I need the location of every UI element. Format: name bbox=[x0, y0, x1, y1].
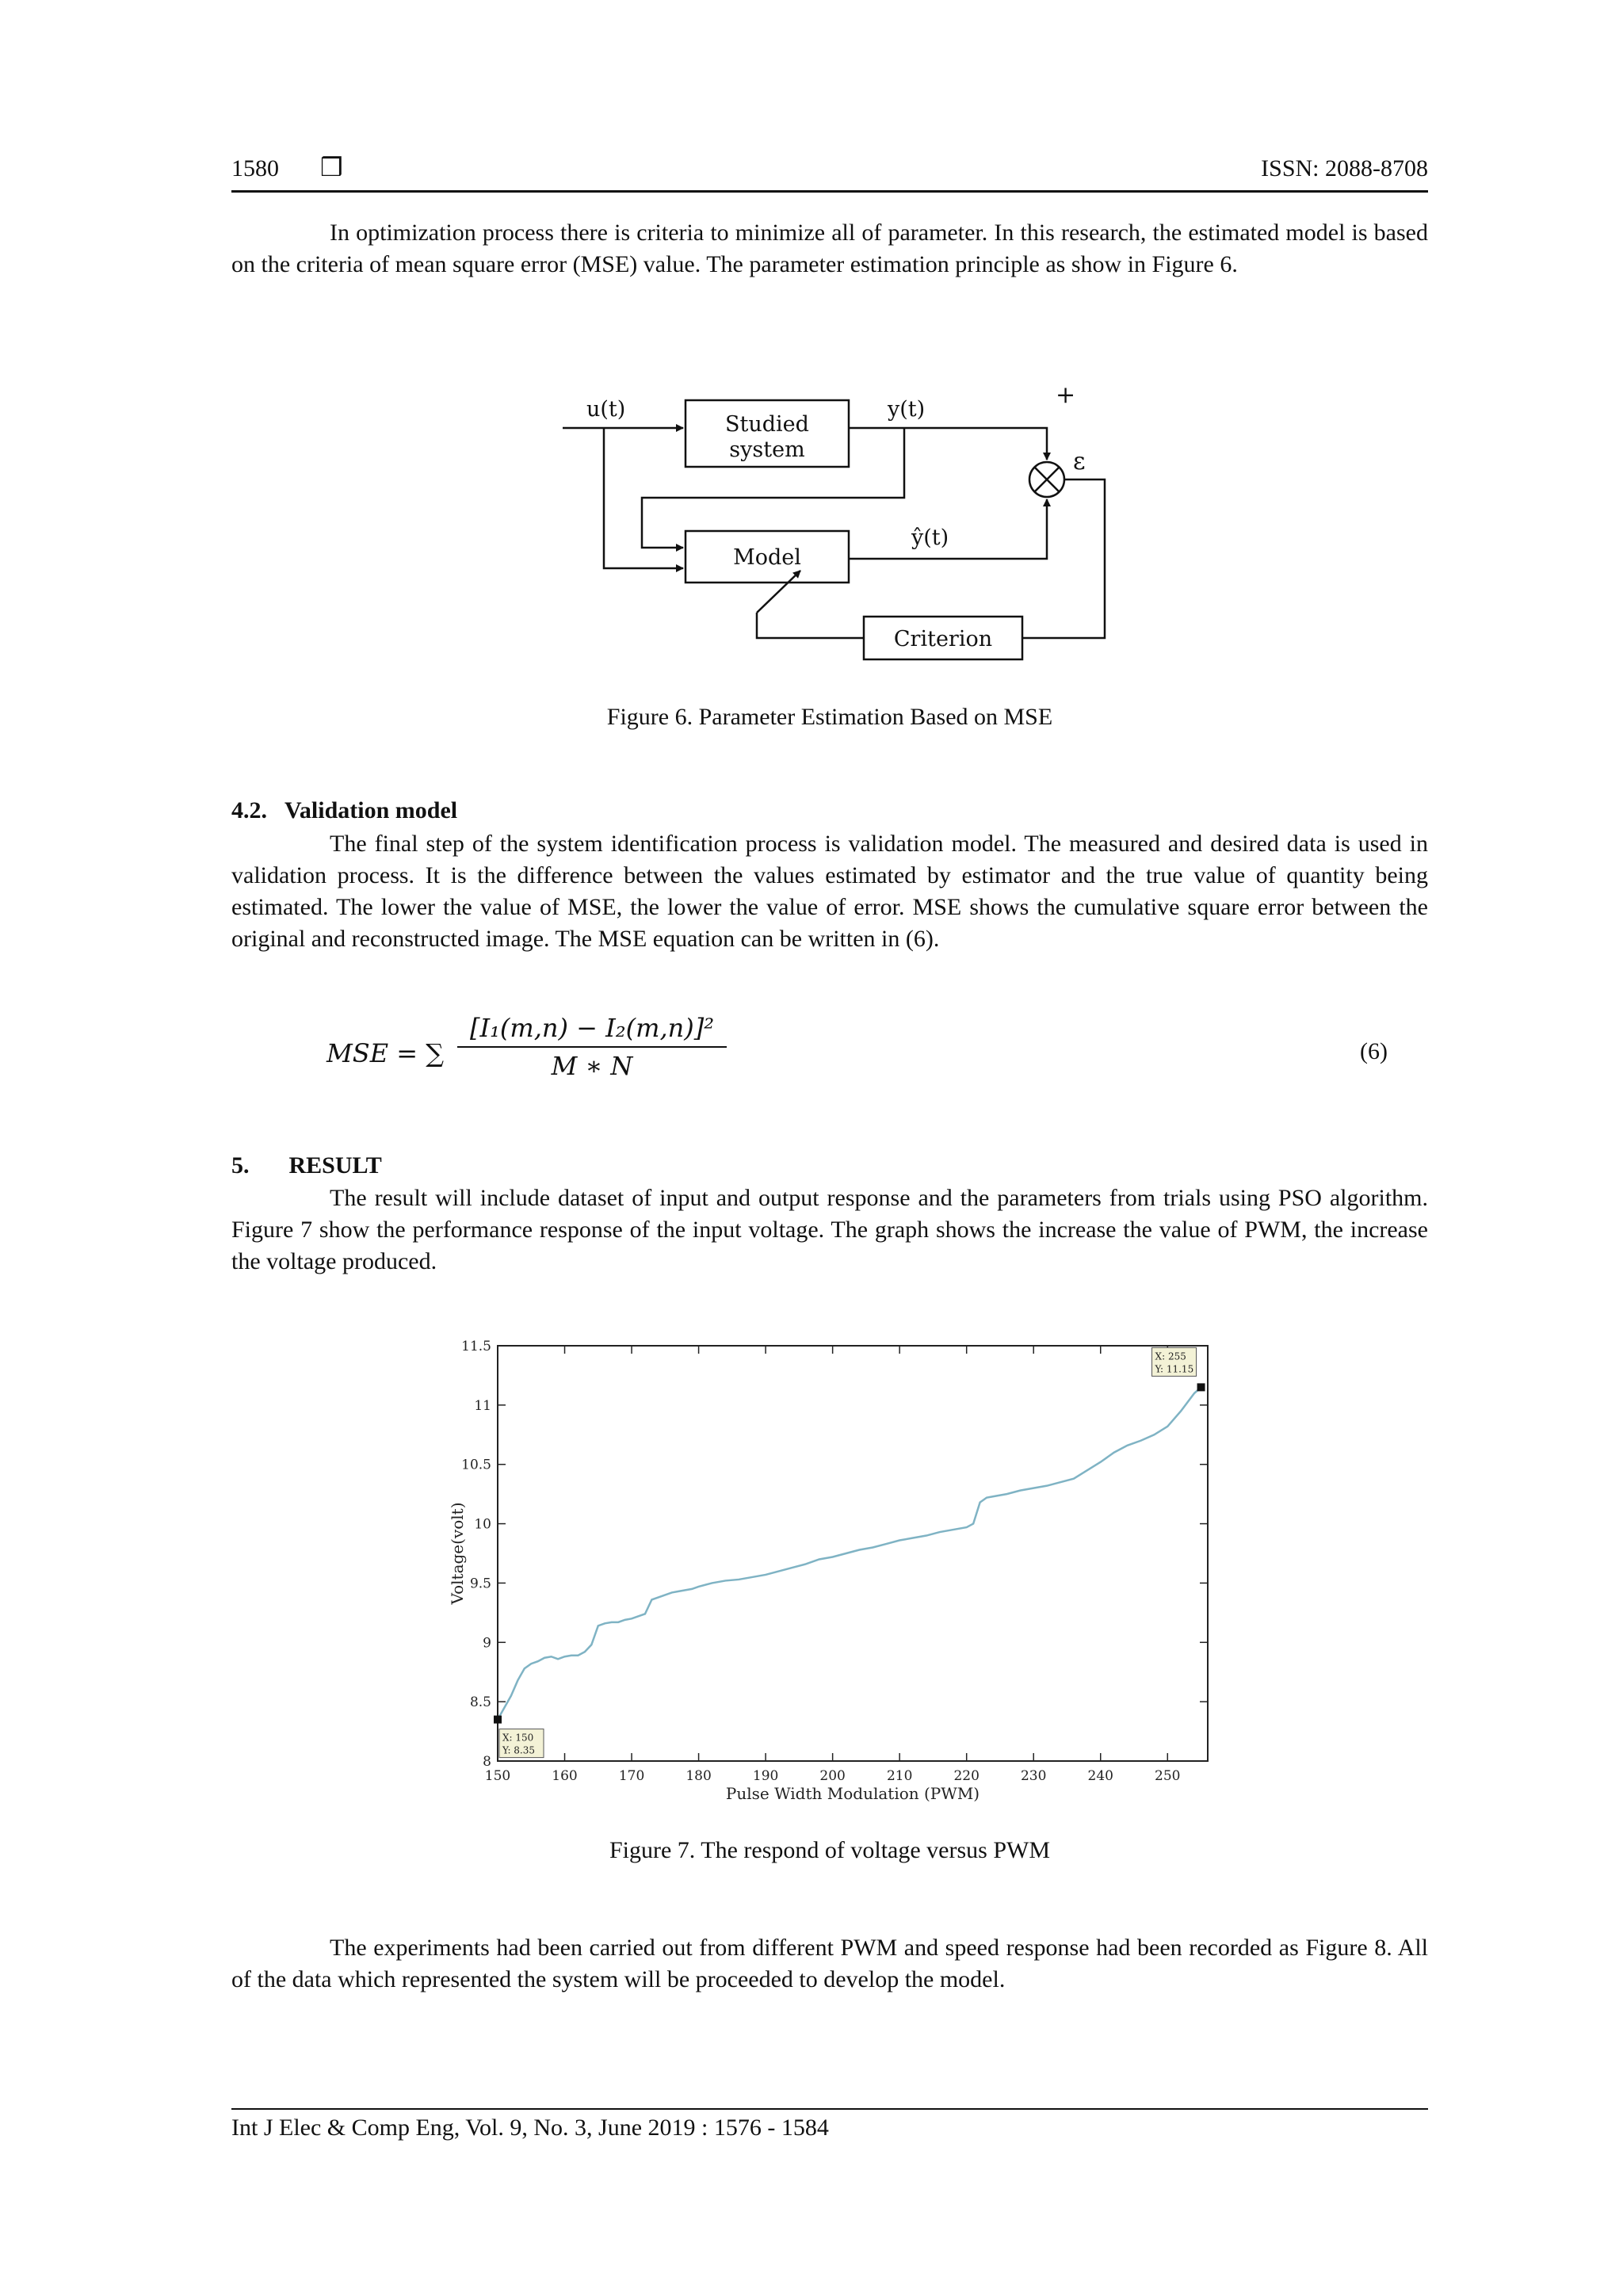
final-paragraph: The experiments had been carried out from different PWM and speed response had been recorded as Figure 8. All of the data which represented the system will be proceeded to develop the model. bbox=[231, 1935, 1428, 1992]
box-icon: ❒ bbox=[320, 153, 343, 181]
datatip-marker bbox=[494, 1716, 502, 1724]
figure7-caption: Figure 7. The respond of voltage versus PWM bbox=[609, 1837, 1051, 1863]
x-tick-label: 250 bbox=[1155, 1768, 1181, 1784]
datatip-marker bbox=[1197, 1383, 1205, 1391]
x-tick-label: 230 bbox=[1020, 1768, 1047, 1784]
label-epsilon: ε bbox=[1073, 448, 1086, 476]
page-number: 1580 bbox=[231, 155, 279, 181]
label-y: y(t) bbox=[888, 397, 926, 422]
y-tick-label: 8.5 bbox=[469, 1694, 491, 1711]
datatip-x-label: X: 150 bbox=[502, 1732, 534, 1744]
header-rule bbox=[231, 190, 1428, 193]
figure6-diagram bbox=[555, 380, 1125, 674]
label-criterion: Criterion bbox=[893, 627, 993, 651]
x-tick-label: 160 bbox=[552, 1768, 578, 1784]
equation-lhs: MSE = ∑ bbox=[327, 1038, 445, 1068]
x-tick-label: 150 bbox=[484, 1768, 511, 1784]
issn: ISSN: 2088-8708 bbox=[1261, 155, 1428, 181]
y-tick-label: 10.5 bbox=[461, 1457, 491, 1473]
equation-number: (6) bbox=[1360, 1038, 1388, 1064]
y-tick-label: 8 bbox=[483, 1754, 491, 1770]
x-tick-label: 190 bbox=[752, 1768, 779, 1784]
figure7-chart bbox=[444, 1331, 1220, 1807]
y-tick-label: 11.5 bbox=[461, 1339, 491, 1354]
label-studied-1: Studied bbox=[725, 412, 809, 437]
label-model: Model bbox=[733, 545, 801, 570]
datatip-x-label: X: 255 bbox=[1155, 1350, 1186, 1362]
section-4-2-heading: 4.2. Validation model bbox=[231, 797, 458, 823]
y-tick-label: 11 bbox=[474, 1397, 491, 1414]
x-axis-label: Pulse Width Modulation (PWM) bbox=[725, 1784, 980, 1803]
label-plus: + bbox=[1056, 381, 1076, 409]
footer-citation: Int J Elec & Comp Eng, Vol. 9, No. 3, June 2019 : 1576 - 1584 bbox=[231, 2115, 829, 2141]
x-tick-label: 180 bbox=[685, 1768, 712, 1784]
label-yhat: ŷ(t) bbox=[911, 525, 949, 550]
section-4-2-text: The final step of the system identification process is validation model. The measured and desired data is used in validation process. It is the difference between the values estimated by estimator and the true value of quantity being estimated. The lower the value of MSE, the lower the value of error. MSE shows the cumulative square error between the original and reconstructed image. The MSE equation can be written in (6). bbox=[231, 831, 1428, 952]
x-tick-label: 220 bbox=[953, 1768, 980, 1784]
x-tick-label: 200 bbox=[819, 1768, 846, 1784]
equation-denominator: M ∗ N bbox=[551, 1051, 633, 1081]
section-5-text: The result will include dataset of input and output response and the parameters from trials using PSO algorithm. Figure 7 show the performance response of the input voltage. The graph shows the increase the value of PWM, the increase the voltage produced. bbox=[231, 1185, 1428, 1274]
x-tick-label: 240 bbox=[1087, 1768, 1113, 1784]
x-tick-label: 170 bbox=[618, 1768, 645, 1784]
footer-rule bbox=[231, 2108, 1428, 2110]
x-tick-label: 210 bbox=[886, 1768, 913, 1784]
section-5-heading: 5. RESULT bbox=[231, 1152, 382, 1179]
equation-numerator: [I₁(m,n) − I₂(m,n)]² bbox=[469, 1013, 715, 1043]
label-u: u(t) bbox=[586, 397, 626, 422]
y-tick-label: 9.5 bbox=[469, 1576, 491, 1592]
plot-frame bbox=[498, 1346, 1208, 1761]
figure6-caption: Figure 6. Parameter Estimation Based on MSE bbox=[606, 704, 1053, 730]
label-studied-2: system bbox=[729, 437, 805, 462]
datatip-y-label: Y: 8.35 bbox=[502, 1744, 536, 1756]
y-axis-label: Voltage(volt) bbox=[448, 1502, 467, 1605]
fraction-bar bbox=[457, 1046, 727, 1048]
y-tick-label: 10 bbox=[474, 1516, 491, 1533]
intro-paragraph: In optimization process there is criteria to minimize all of parameter. In this research, the estimated model is based on the criteria of mean square error (MSE) value. The parameter estimation principle as show in Figure 6. bbox=[231, 220, 1428, 277]
datatip-y-label: Y: 11.15 bbox=[1155, 1363, 1194, 1375]
y-tick-label: 9 bbox=[483, 1635, 491, 1652]
